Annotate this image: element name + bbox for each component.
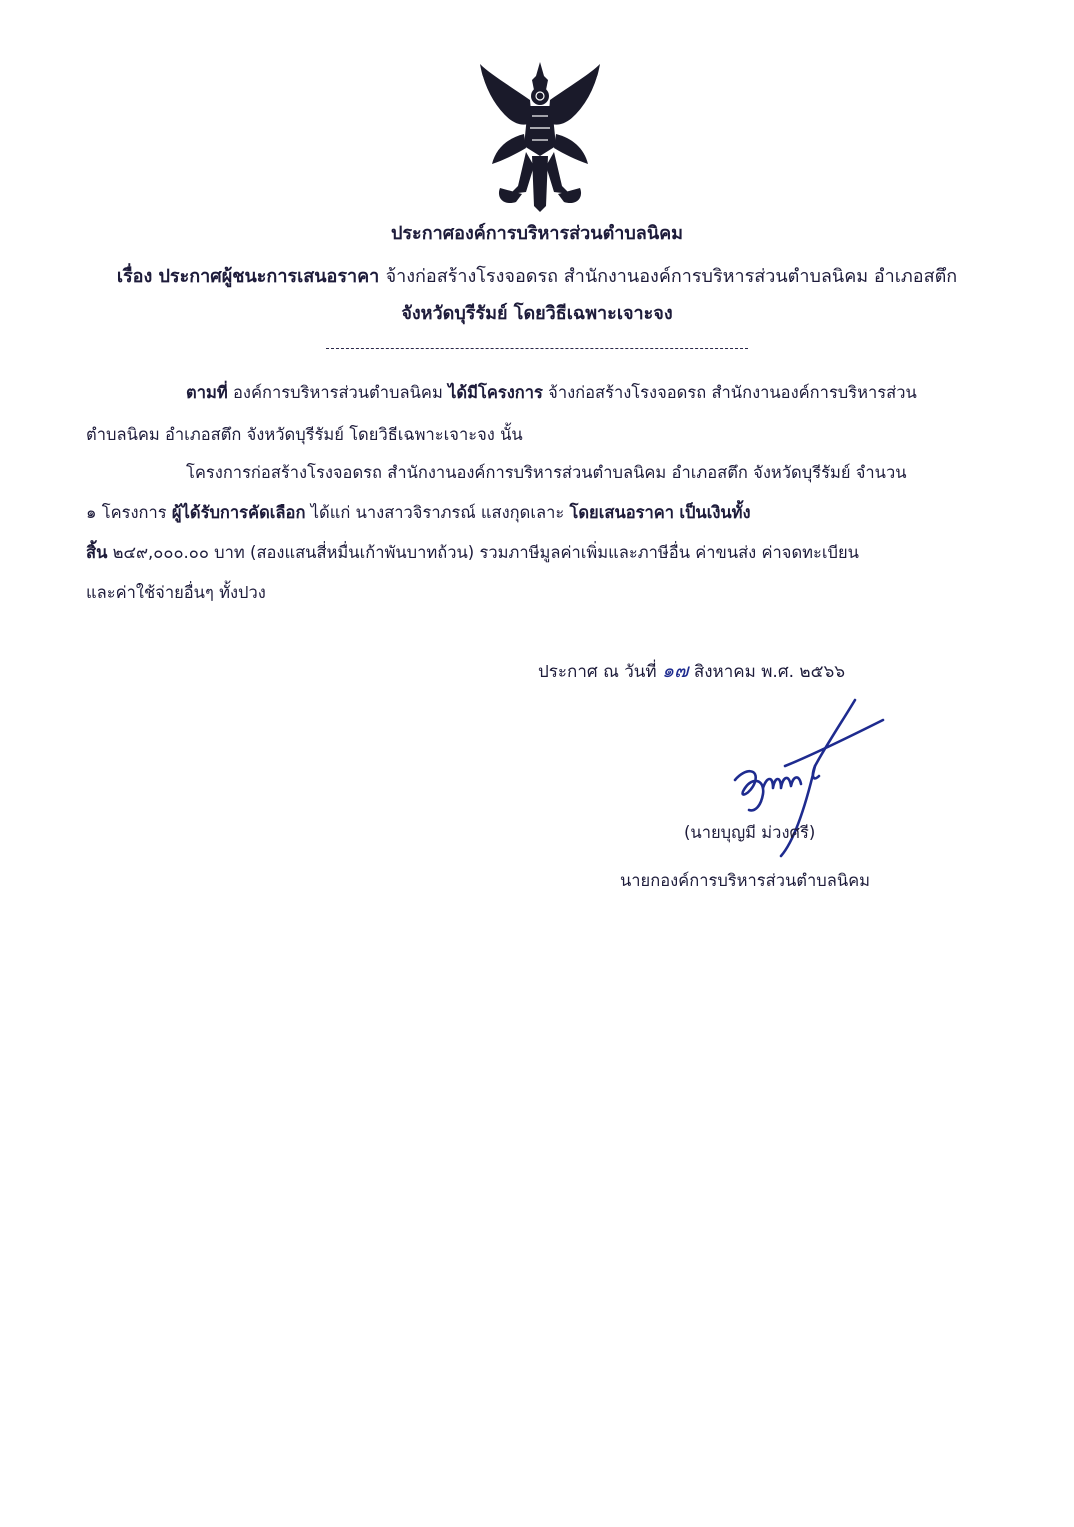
announcement-date [538,656,845,686]
according-label: ตามที่ [186,383,228,402]
amount-inclusions: รวมภาษีมูลค่าเพิ่มและภาษีอื่น ค่าขนส่ง ค่าจดทะเบียน [479,543,859,562]
garuda-emblem-icon [470,56,610,216]
project-description: จ้างก่อสร้างโรงจอดรถ สำนักงานองค์การบริหารส่วน [548,383,917,402]
date-month-year: สิงหาคม พ.ศ. ๒๕๖๖ [693,662,846,682]
paragraph-1-line-2: ตำบลนิคม อำเภอสตึก จังหวัดบุรีรัมย์ โดยวิธีเฉพาะเจาะจง นั้น [86,425,523,444]
paragraph-2-line-1: โครงการก่อสร้างโรงจอดรถ สำนักงานองค์การบริหารส่วนตำบลนิคม อำเภอสตึก จังหวัดบุรีรัมย์ จำนวน [186,463,907,482]
project-count: ๑ โครงการ [86,503,167,522]
announcement-title: ประกาศองค์การบริหารส่วนตำบลนิคม [390,223,684,244]
paragraph-1-line-1 [186,380,917,406]
divider-line [326,348,748,349]
organization-name: องค์การบริหารส่วนตำบลนิคม [232,383,443,402]
selected-label: ผู้ได้รับการคัดเลือก [171,503,306,522]
subject-text: จ้างก่อสร้างโรงจอดรถ สำนักงานองค์การบริหารส่วนตำบลนิคม อำเภอสตึก [385,266,958,287]
subject-label: เรื่อง ประกาศผู้ชนะการเสนอราคา [116,266,380,287]
amount-label-end: สิ้น [86,543,108,562]
date-day: ๑๗ [662,660,689,682]
subject-line-1 [0,261,1074,290]
paragraph-2-line-4: และค่าใช้จ่ายอื่นๆ ทั้งปวง [86,583,266,602]
date-prefix: ประกาศ ณ วันที่ [538,662,657,682]
selected-contractor: ได้แก่ นางสาวจิราภรณ์ แสงกุดเลาะ [310,503,565,522]
paragraph-2-line-3 [86,540,859,566]
signer-position: นายกองค์การบริหารส่วนตำบลนิคม [620,871,871,890]
contract-amount: ๒๔๙,๐๐๐.๐๐ บาท (สองแสนสี่หมื่นเก้าพันบาทถ้วน) [112,543,475,562]
subject-line-2: จังหวัดบุรีรัมย์ โดยวิธีเฉพาะเจาะจง [401,303,673,324]
paragraph-2-line-2 [86,500,751,526]
signer-name: (นายบุญมี ม่วงศรี) [684,823,816,842]
amount-label: เป็นเงินทั้ง [679,503,751,522]
project-label: ได้มีโครงการ [448,383,543,402]
offer-label: โดยเสนอราคา [569,503,675,522]
